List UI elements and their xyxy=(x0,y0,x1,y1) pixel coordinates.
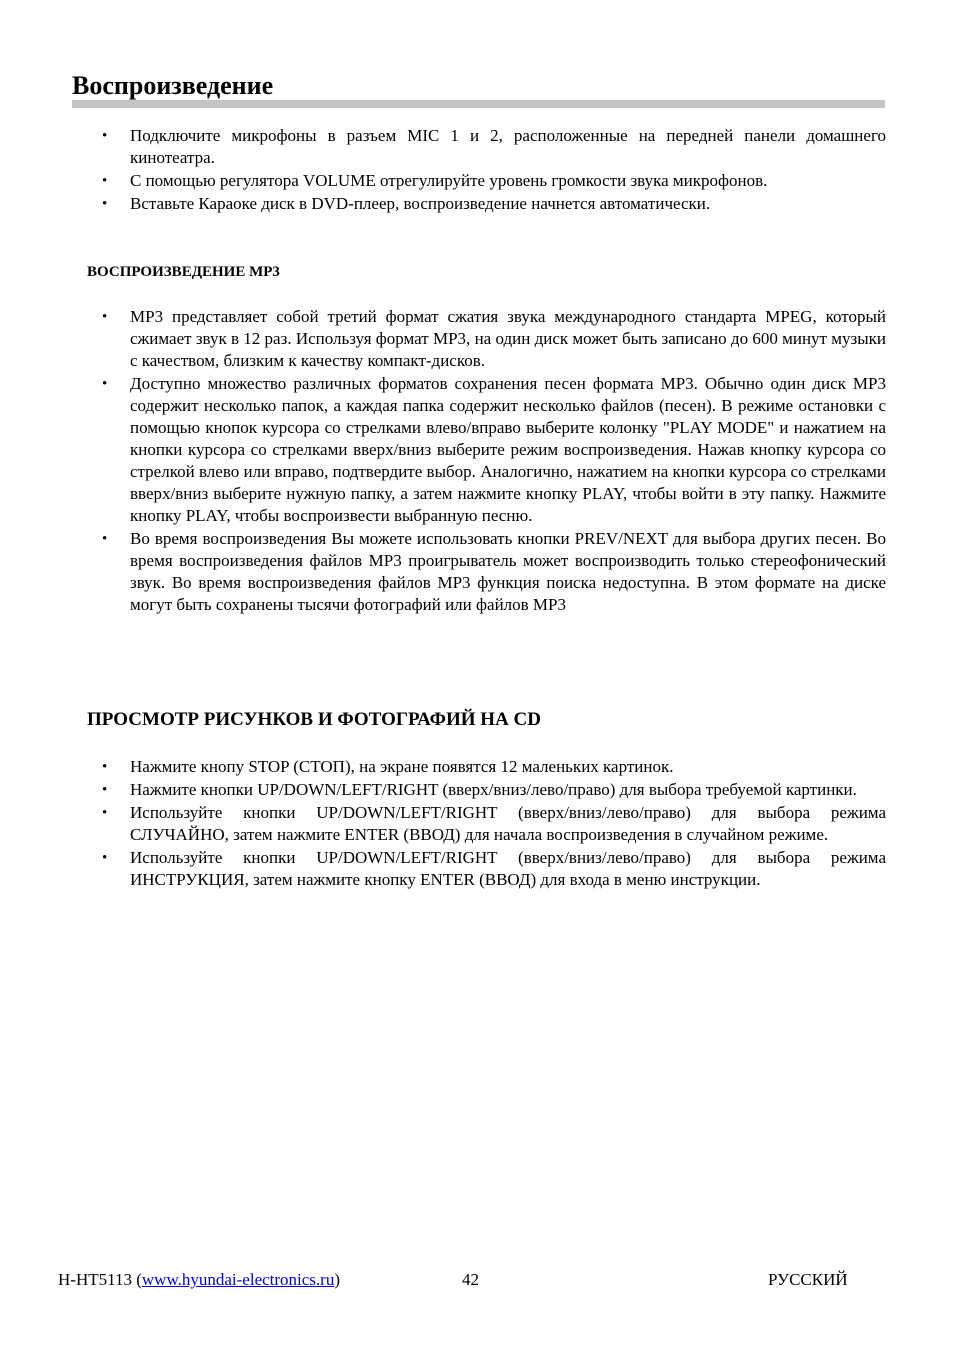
footer-model-close: ) xyxy=(334,1270,341,1289)
bullet-icon: • xyxy=(102,805,108,821)
list-item-text: Используйте кнопки UP/DOWN/LEFT/RIGHT (вверх/вниз/лево/право) для выбора режима СЛУЧАЙНО, затем нажмите ENTER (ВВОД) для начала воспроизведения в случайном режиме. xyxy=(130,803,886,844)
list-item xyxy=(0,847,886,891)
bullet-icon: • xyxy=(102,531,108,547)
page-number: 42 xyxy=(462,1270,479,1289)
footer-model-text: H-HT5113 ( xyxy=(58,1270,142,1289)
bullet-icon: • xyxy=(102,376,108,392)
footer-language: РУССКИЙ xyxy=(768,1270,848,1289)
list-item xyxy=(0,528,886,616)
bullet-icon: • xyxy=(102,782,108,798)
list-item-text: Во время воспроизведения Вы можете использовать кнопки PREV/NEXT для выбора других песен. Во время воспроизведения файлов MP3 проигрыватель может воспроизводить только стереофонический звук. Во время воспроизведения файлов MP3 функция поиска недоступна. В этом формате на диске могут быть сохранены тысячи фотографий или файлов MP3 xyxy=(130,529,886,614)
bullet-icon: • xyxy=(102,759,108,775)
list-item xyxy=(0,802,886,846)
footer-model xyxy=(58,1269,340,1291)
bullet-icon: • xyxy=(102,173,108,189)
list-item xyxy=(0,756,886,778)
footer-website-link[interactable]: www.hyundai-electronics.ru xyxy=(141,1270,335,1289)
list-item-text: Нажмите кнопки UP/DOWN/LEFT/RIGHT (вверх/вниз/лево/право) для выбора требуемой картинки. xyxy=(130,780,857,799)
list-item-text: Вставьте Караоке диск в DVD-плеер, воспроизведение начнется автоматически. xyxy=(130,194,711,213)
list-item-text: MP3 представляет собой третий формат сжатия звука международного стандарта MPEG, который сжимает звук в 12 раз. Используя формат MP3, на один диск может быть записано до 600 минут музыки с качеством, близким к качеству компакт-дисков. xyxy=(130,307,886,370)
title-underline-bar xyxy=(72,100,885,108)
photo-steps-list xyxy=(0,756,886,892)
bullet-icon: • xyxy=(102,128,108,144)
microphone-steps-list xyxy=(0,125,886,216)
list-item-text: Подключите микрофоны в разъем MIC 1 и 2, расположенные на передней панели домашнего кинотеатра. xyxy=(130,126,886,167)
list-item xyxy=(0,193,886,215)
mp3-section-heading: ВОСПРОИЗВЕДЕНИЕ MP3 xyxy=(87,264,280,280)
list-item-text: Доступно множество различных форматов сохранения песен формата MP3. Обычно один диск MP3 содержит несколько папок, а каждая папка содержит несколько файлов (песен). В режиме остановки с помощью кнопок курсора со стрелками влево/вправо выберите колонку "PLAY MODE" и нажатием на кнопки курсора со стрелками вверх/вниз выберите режим воспроизведения. Нажав кнопку курсора со стрелкой влево или вправо, подтвердите выбор. Аналогично, нажатием на кнопки курсора со стрелками вверх/вниз выберите нужную папку, а затем нажмите кнопку PLAY, чтобы войти в эту папку. Нажмите кнопку PLAY, чтобы воспроизвести выбранную песню. xyxy=(130,374,886,525)
list-item xyxy=(0,170,886,192)
photo-section-heading: ПРОСМОТР РИСУНКОВ И ФОТОГРАФИЙ НА CD xyxy=(87,709,541,730)
bullet-icon: • xyxy=(102,309,108,325)
list-item-text: Используйте кнопки UP/DOWN/LEFT/RIGHT (вверх/вниз/лево/право) для выбора режима ИНСТРУКЦИЯ, затем нажмите кнопку ENTER (ВВОД) для входа в меню инструкции. xyxy=(130,848,886,889)
bullet-icon: • xyxy=(102,196,108,212)
list-item-text: Нажмите кнопу STOP (СТОП), на экране появятся 12 маленьких картинок. xyxy=(130,757,674,776)
page-title: Воспроизведение xyxy=(72,71,274,100)
list-item xyxy=(0,125,886,169)
list-item xyxy=(0,306,886,372)
bullet-icon: • xyxy=(102,850,108,866)
mp3-info-list xyxy=(0,306,886,617)
list-item xyxy=(0,779,886,801)
list-item-text: С помощью регулятора VOLUME отрегулируйте уровень громкости звука микрофонов. xyxy=(130,171,768,190)
list-item xyxy=(0,373,886,527)
